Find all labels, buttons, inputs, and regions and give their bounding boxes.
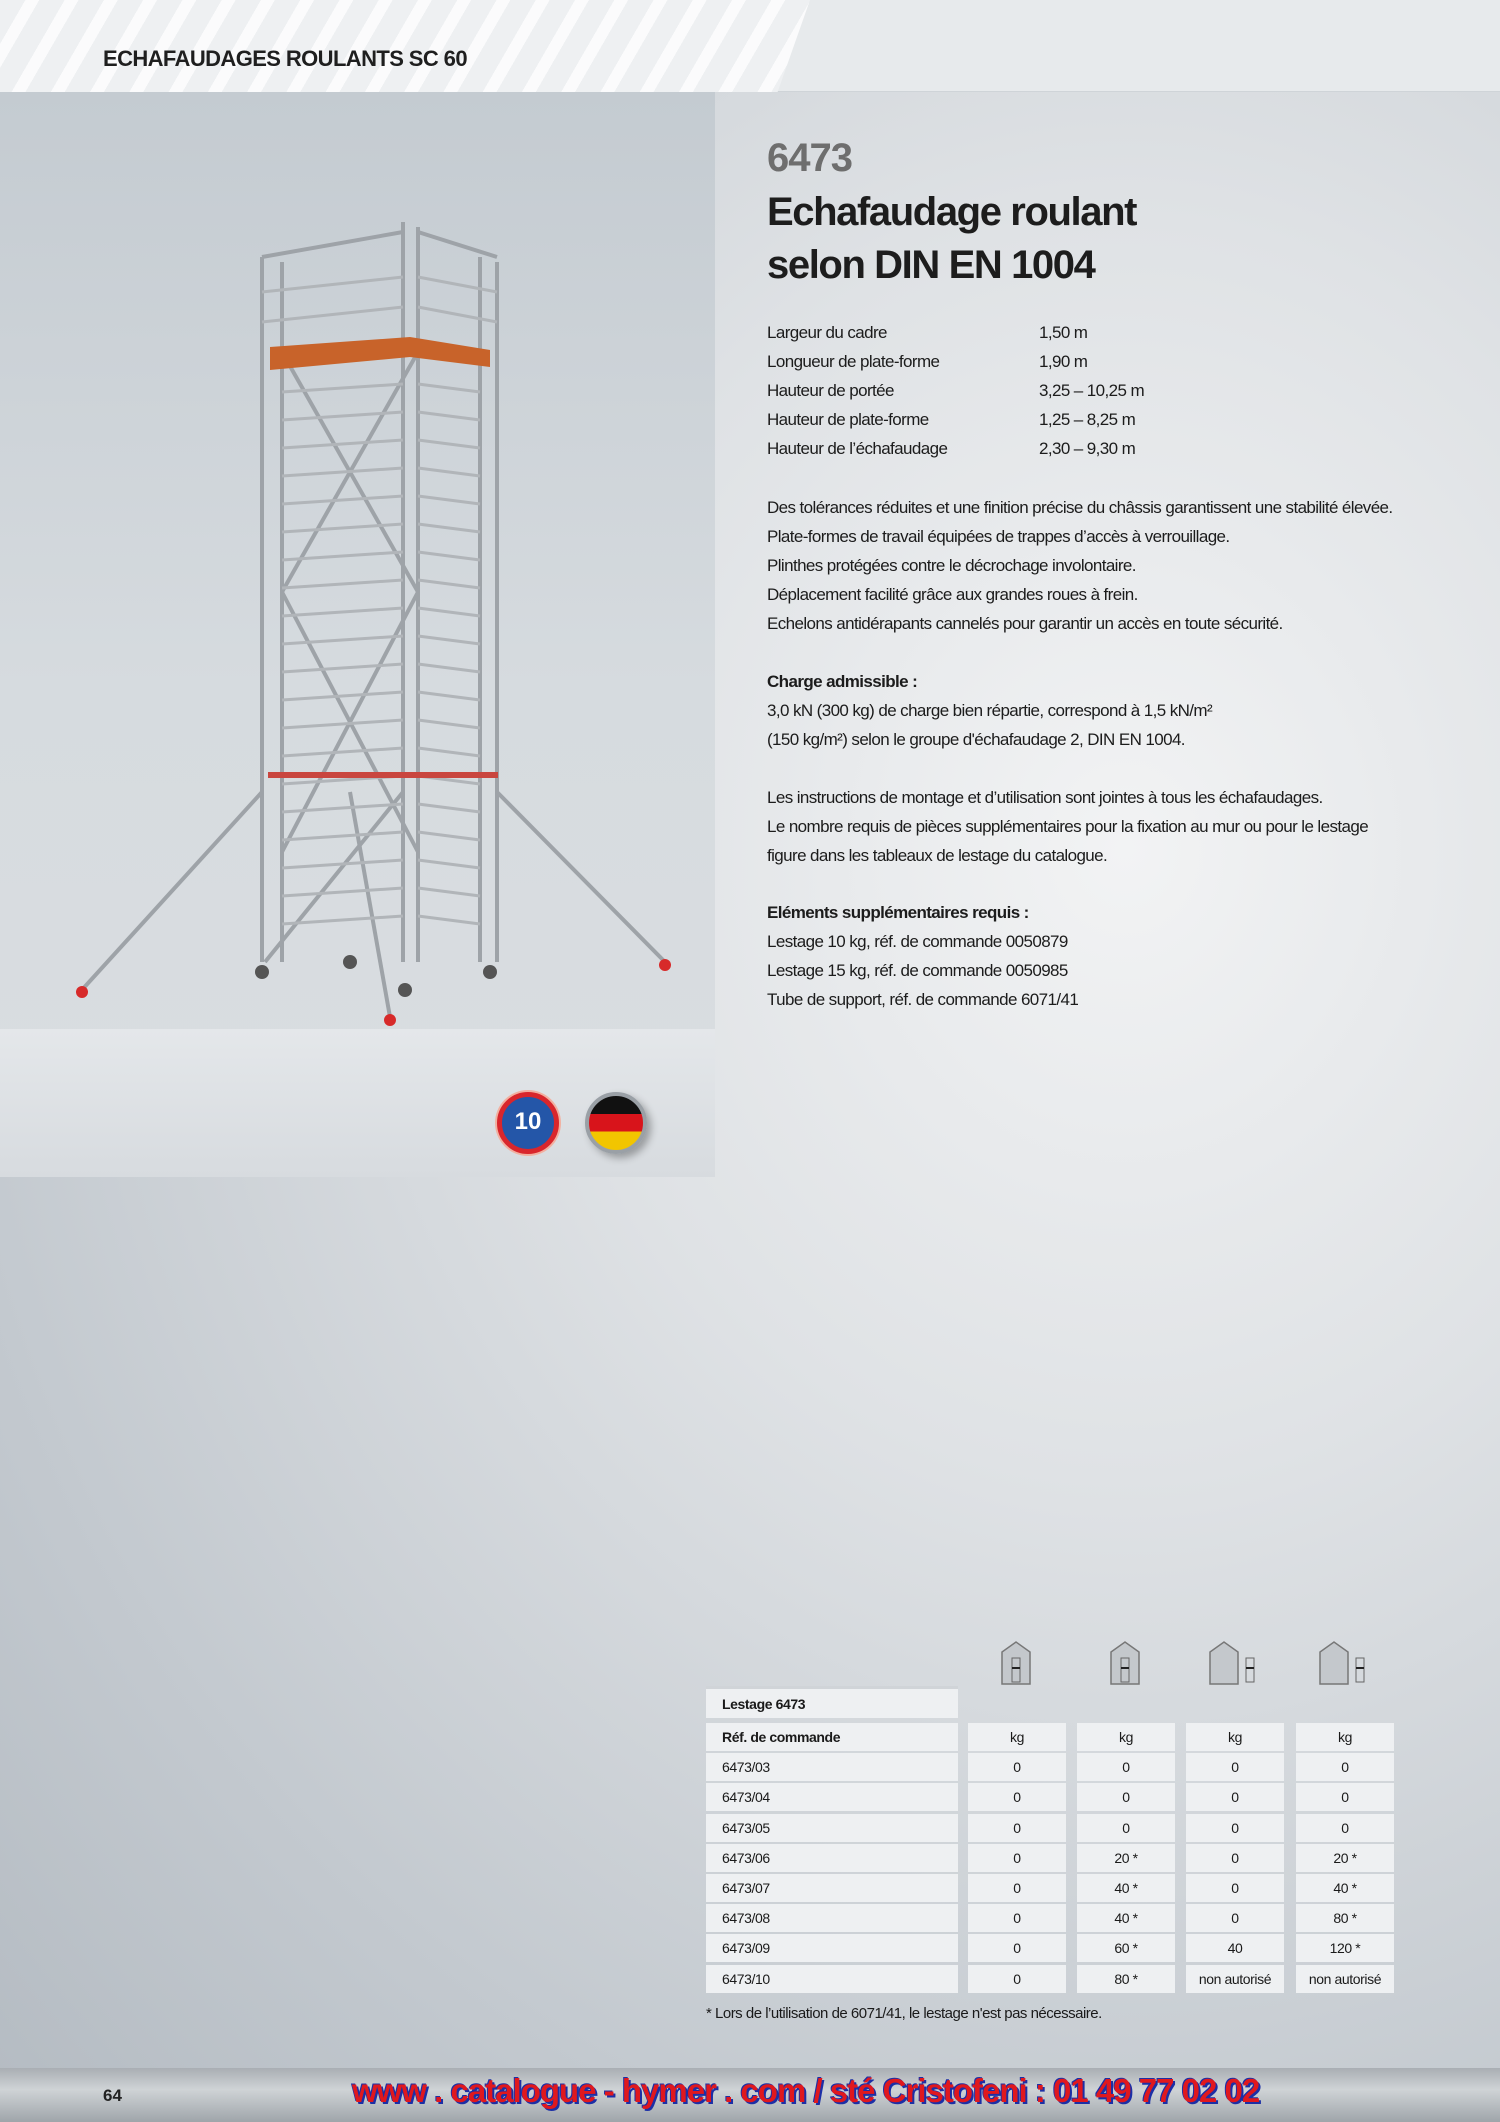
row-value: 80 * xyxy=(1077,1965,1175,1993)
row-value: non autorisé xyxy=(1186,1965,1284,1993)
promo-banner: www . catalogue - hymer . com / sté Cristofeni : 01 49 77 02 02 xyxy=(352,2072,1260,2109)
page-footer xyxy=(0,2068,1500,2122)
product-number: 6473 xyxy=(767,136,852,180)
spec-label: Largeur du cadre xyxy=(767,323,887,342)
table-title: Lestage 6473 xyxy=(706,1686,958,1718)
scaffold-outside-building-wall-icon xyxy=(1316,1640,1376,1686)
page-number: 64 xyxy=(103,2086,122,2105)
row-ref: 6473/08 xyxy=(706,1904,958,1932)
row-value: 40 * xyxy=(1077,1874,1175,1902)
row-value: 0 xyxy=(1186,1783,1284,1811)
product-title-line2: selon DIN EN 1004 xyxy=(767,243,1095,287)
unit-header: kg xyxy=(968,1723,1066,1751)
row-ref: 6473/07 xyxy=(706,1874,958,1902)
spec-value: 3,25 – 10,25 m xyxy=(1039,381,1145,400)
row-value: 0 xyxy=(968,1844,1066,1872)
scaffold-outside-building-free-icon xyxy=(1206,1640,1266,1686)
product-title xyxy=(767,186,1136,292)
unit-header: kg xyxy=(1186,1723,1284,1751)
row-value: 0 xyxy=(1296,1814,1394,1842)
row-value: 40 * xyxy=(1296,1874,1394,1902)
row-ref: 6473/06 xyxy=(706,1844,958,1872)
row-value: 0 xyxy=(1077,1783,1175,1811)
row-value: 0 xyxy=(1296,1783,1394,1811)
load-line: (150 kg/m²) selon le groupe d'échafaudage 2, DIN EN 1004. xyxy=(767,730,1185,749)
row-ref: 6473/03 xyxy=(706,1753,958,1781)
unit-header: kg xyxy=(1296,1723,1394,1751)
row-value: 0 xyxy=(1186,1814,1284,1842)
scaffold-tower-illustration xyxy=(0,92,715,1085)
load-heading: Charge admissible : xyxy=(767,672,918,691)
row-value: 0 xyxy=(968,1904,1066,1932)
spec-row xyxy=(767,376,1367,405)
row-value: 40 xyxy=(1186,1934,1284,1962)
row-ref: 6473/04 xyxy=(706,1783,958,1811)
row-value: 60 * xyxy=(1077,1934,1175,1962)
instruction-line: figure dans les tableaux de lestage du catalogue. xyxy=(767,846,1108,865)
row-value: 20 * xyxy=(1077,1844,1175,1872)
section-title: ECHAFAUDAGES ROULANTS SC 60 xyxy=(103,46,467,71)
instructions xyxy=(767,783,1467,870)
row-value: 0 xyxy=(968,1783,1066,1811)
row-value: 0 xyxy=(1296,1753,1394,1781)
spec-label: Hauteur de plate-forme xyxy=(767,410,929,429)
row-value: 0 xyxy=(1186,1874,1284,1902)
row-ref: 6473/05 xyxy=(706,1814,958,1842)
load-section xyxy=(767,667,1467,754)
spec-label: Longueur de plate-forme xyxy=(767,352,940,371)
ref-header: Réf. de commande xyxy=(706,1723,958,1751)
row-value: 80 * xyxy=(1296,1904,1394,1932)
spec-row xyxy=(767,318,1367,347)
row-value: 0 xyxy=(968,1753,1066,1781)
row-value: 120 * xyxy=(1296,1934,1394,1962)
row-value: 0 xyxy=(968,1874,1066,1902)
product-photo xyxy=(0,92,715,1135)
spec-list xyxy=(767,318,1367,463)
instruction-line: Les instructions de montage et d’utilisation sont jointes à tous les échafaudages. xyxy=(767,788,1323,807)
spec-label: Hauteur de portée xyxy=(767,381,894,400)
spec-value: 2,30 – 9,30 m xyxy=(1039,439,1136,458)
scaffold-inside-building-full-icon xyxy=(1097,1640,1157,1686)
spec-row xyxy=(767,405,1367,434)
scaffold-inside-building-icon xyxy=(988,1640,1048,1686)
feature-list xyxy=(767,493,1467,638)
row-ref: 6473/09 xyxy=(706,1934,958,1962)
row-value: 0 xyxy=(968,1965,1066,1993)
warranty-10-years-icon: 10 xyxy=(497,1092,559,1154)
load-line: 3,0 kN (300 kg) de charge bien répartie, correspond à 1,5 kN/m² xyxy=(767,701,1213,720)
row-value: 0 xyxy=(1186,1753,1284,1781)
spec-value: 1,25 – 8,25 m xyxy=(1039,410,1136,429)
row-value: 40 * xyxy=(1077,1904,1175,1932)
spec-value: 1,50 m xyxy=(1039,323,1088,342)
row-value: 0 xyxy=(1186,1904,1284,1932)
row-value: non autorisé xyxy=(1296,1965,1394,1993)
feature-item: Plate-formes de travail équipées de trappes d’accès à verrouillage. xyxy=(767,527,1230,546)
unit-header: kg xyxy=(1077,1723,1175,1751)
row-value: 0 xyxy=(1077,1753,1175,1781)
spec-value: 1,90 m xyxy=(1039,352,1088,371)
made-in-germany-flag-icon xyxy=(585,1092,647,1154)
feature-item: Déplacement facilité grâce aux grandes roues à frein. xyxy=(767,585,1138,604)
extras-section xyxy=(767,898,1467,1014)
spec-row xyxy=(767,347,1367,376)
feature-item: Echelons antidérapants cannelés pour garantir un accès en toute sécurité. xyxy=(767,614,1283,633)
row-value: 0 xyxy=(968,1814,1066,1842)
product-title-line1: Echafaudage roulant xyxy=(767,190,1137,234)
row-value: 0 xyxy=(968,1934,1066,1962)
row-value: 0 xyxy=(1077,1814,1175,1842)
page-header xyxy=(0,0,1500,92)
row-ref: 6473/10 xyxy=(706,1965,958,1993)
extras-item: Lestage 10 kg, réf. de commande 0050879 xyxy=(767,932,1068,951)
feature-item: Des tolérances réduites et une finition précise du châssis garantissent une stabilité élevée. xyxy=(767,498,1393,517)
spec-label: Hauteur de l’échafaudage xyxy=(767,439,948,458)
extras-item: Tube de support, réf. de commande 6071/41 xyxy=(767,990,1079,1009)
table-footnote: * Lors de l’utilisation de 6071/41, le lestage n'est pas nécessaire. xyxy=(706,2005,1102,2022)
feature-item: Plinthes protégées contre le décrochage involontaire. xyxy=(767,556,1136,575)
row-value: 20 * xyxy=(1296,1844,1394,1872)
extras-heading: Eléments supplémentaires requis : xyxy=(767,903,1029,922)
extras-item: Lestage 15 kg, réf. de commande 0050985 xyxy=(767,961,1068,980)
instruction-line: Le nombre requis de pièces supplémentaires pour la fixation au mur ou pour le lestage xyxy=(767,817,1369,836)
spec-row xyxy=(767,434,1367,463)
row-value: 0 xyxy=(1186,1844,1284,1872)
